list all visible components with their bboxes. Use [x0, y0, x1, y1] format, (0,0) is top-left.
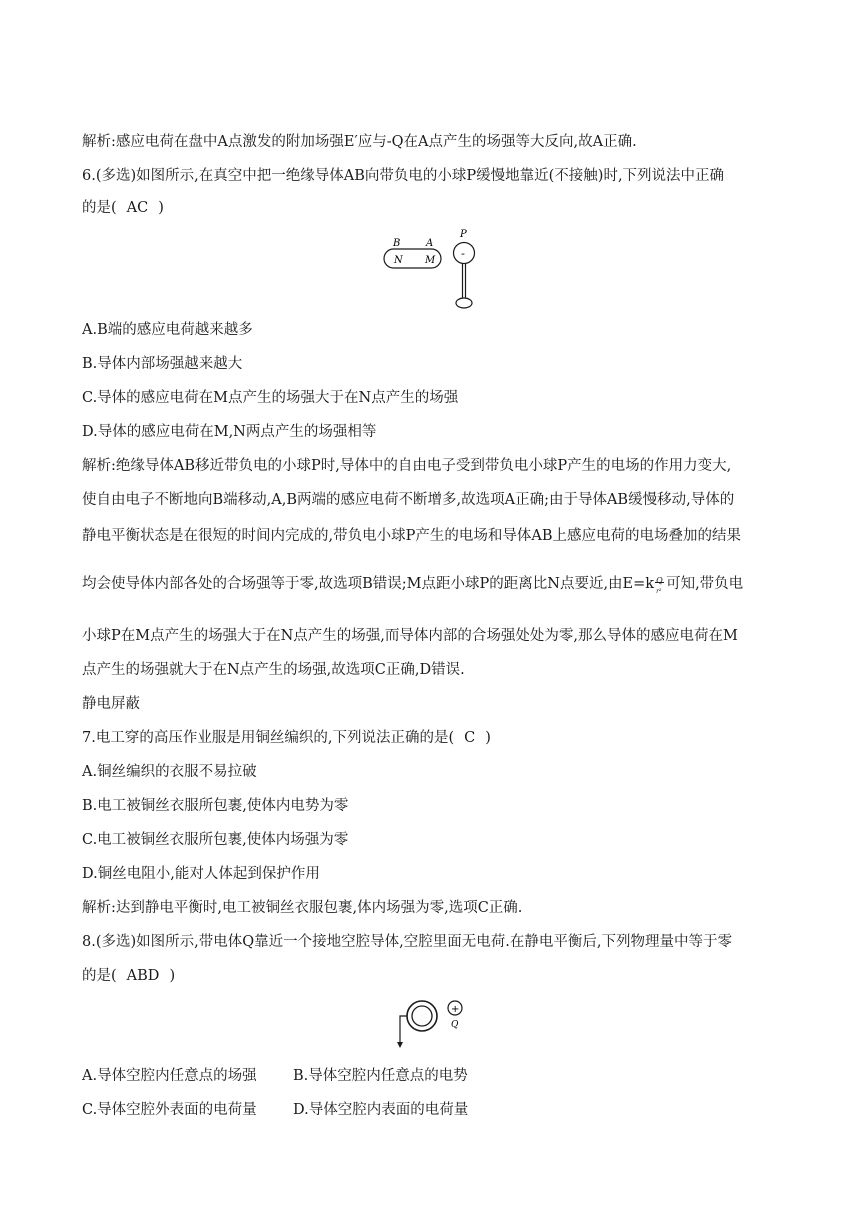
q7-answer: C	[464, 730, 476, 746]
formula-numerator: Q	[656, 576, 663, 585]
q7-stem-suffix: )	[485, 730, 491, 746]
q7-option-d: D.铜丝电阻小,能对人体起到保护作用	[82, 866, 320, 882]
q8-stem-suffix: )	[169, 968, 176, 984]
ground-wire	[400, 1016, 407, 1046]
label-q: Q	[451, 1020, 459, 1030]
q8-answer: ABD	[126, 968, 160, 984]
q5-analysis: 解析:感应电荷在盘中A点激发的附加场强E′应与-Q在A点产生的场强等大反向,故A正确.	[82, 134, 637, 150]
q6-stem-line2	[82, 198, 164, 218]
q6-answer: AC	[126, 200, 149, 216]
q6-stem-prefix: 的是(	[82, 200, 117, 216]
label-p: P	[460, 229, 467, 240]
q6-figure	[380, 226, 490, 314]
q8-stem-line2	[82, 966, 175, 986]
q6-analysis-line1: 解析:绝缘导体AB移近带负电的小球P时,导体中的自由电子受到带负电小球P产生的电场的作用力变大,	[82, 458, 732, 474]
q8-option-c: C.导体空腔外表面的电荷量	[82, 1102, 257, 1118]
q6-analysis-line4	[82, 574, 743, 594]
ground-arrow	[397, 1042, 403, 1048]
q8-option-a: A.导体空腔内任意点的场强	[82, 1068, 257, 1084]
q6-analysis-line2: 使自由电子不断地向B端移动,A,B两端的感应电荷不断增多,故选项A正确;由于导体AB缓慢移动,导体的	[82, 492, 735, 508]
cavity-inner-surface	[412, 1006, 432, 1026]
q7-stem	[82, 728, 491, 748]
q6-analysis-line6: 点产生的场强就大于在N点产生的场强,故选项C正确,D错误.	[82, 662, 465, 678]
q8-stem-prefix: 的是(	[82, 968, 117, 984]
q6-option-a: A.B端的感应电荷越来越多	[82, 322, 253, 338]
q6-analysis-line4-suffix: 可知,带负电	[666, 576, 744, 592]
label-b: B	[393, 238, 401, 249]
formula-denominator: r²	[656, 588, 662, 595]
formula-fraction	[654, 576, 666, 595]
ball-sign: -	[461, 247, 465, 260]
q7-option-b: B.电工被铜丝衣服所包裹,使体内电势为零	[82, 798, 349, 814]
stand-base	[456, 298, 472, 308]
q6-analysis-line5: 小球P在M点产生的场强大于在N点产生的场强,而导体内部的合场强处处为零,那么导体的感应电荷在M	[82, 628, 738, 644]
q6-analysis-line3: 静电平衡状态是在很短的时间内完成的,带负电小球P产生的电场和导体AB上感应电荷的电场叠加的结果	[82, 528, 741, 544]
q7-option-a: A.铜丝编织的衣服不易拉破	[82, 764, 257, 780]
label-a: A	[426, 238, 434, 249]
label-m: M	[425, 255, 436, 266]
q6-stem-suffix: )	[158, 200, 164, 216]
label-n: N	[394, 255, 403, 266]
q6-stem-line1: 6.(多选)如图所示,在真空中把一绝缘导体AB向带负电的小球P缓慢地靠近(不接触)时,下列说法中正确	[82, 168, 725, 184]
q8-figure	[392, 996, 472, 1052]
q6-option-d: D.导体的感应电荷在M,N两点产生的场强相等	[82, 424, 377, 440]
q7-stem-prefix: 7.电工穿的高压作业服是用铜丝编织的,下列说法正确的是(	[82, 730, 455, 746]
q7-analysis: 解析:达到静电平衡时,电工被铜丝衣服包裹,体内场强为零,选项C正确.	[82, 900, 523, 916]
section-title: 静电屏蔽	[82, 696, 140, 712]
charge-sign: +	[451, 1004, 460, 1015]
q6-option-b: B.导体内部场强越来越大	[82, 356, 243, 372]
q8-stem-line1: 8.(多选)如图所示,带电体Q靠近一个接地空腔导体,空腔里面无电荷.在静电平衡后,下列物理量中等于零	[82, 934, 732, 950]
q8-option-b: B.导体空腔内任意点的电势	[293, 1068, 468, 1084]
q6-option-c: C.导体的感应电荷在M点产生的场强大于在N点产生的场强	[82, 390, 459, 406]
q7-option-c: C.电工被铜丝衣服所包裹,使体内场强为零	[82, 832, 349, 848]
q8-option-d: D.导体空腔内表面的电荷量	[293, 1102, 469, 1118]
q6-analysis-line4-prefix: 均会使导体内部各处的合场强等于零,故选项B错误;M点距小球P的距离比N点要近,由E=k	[82, 576, 655, 592]
